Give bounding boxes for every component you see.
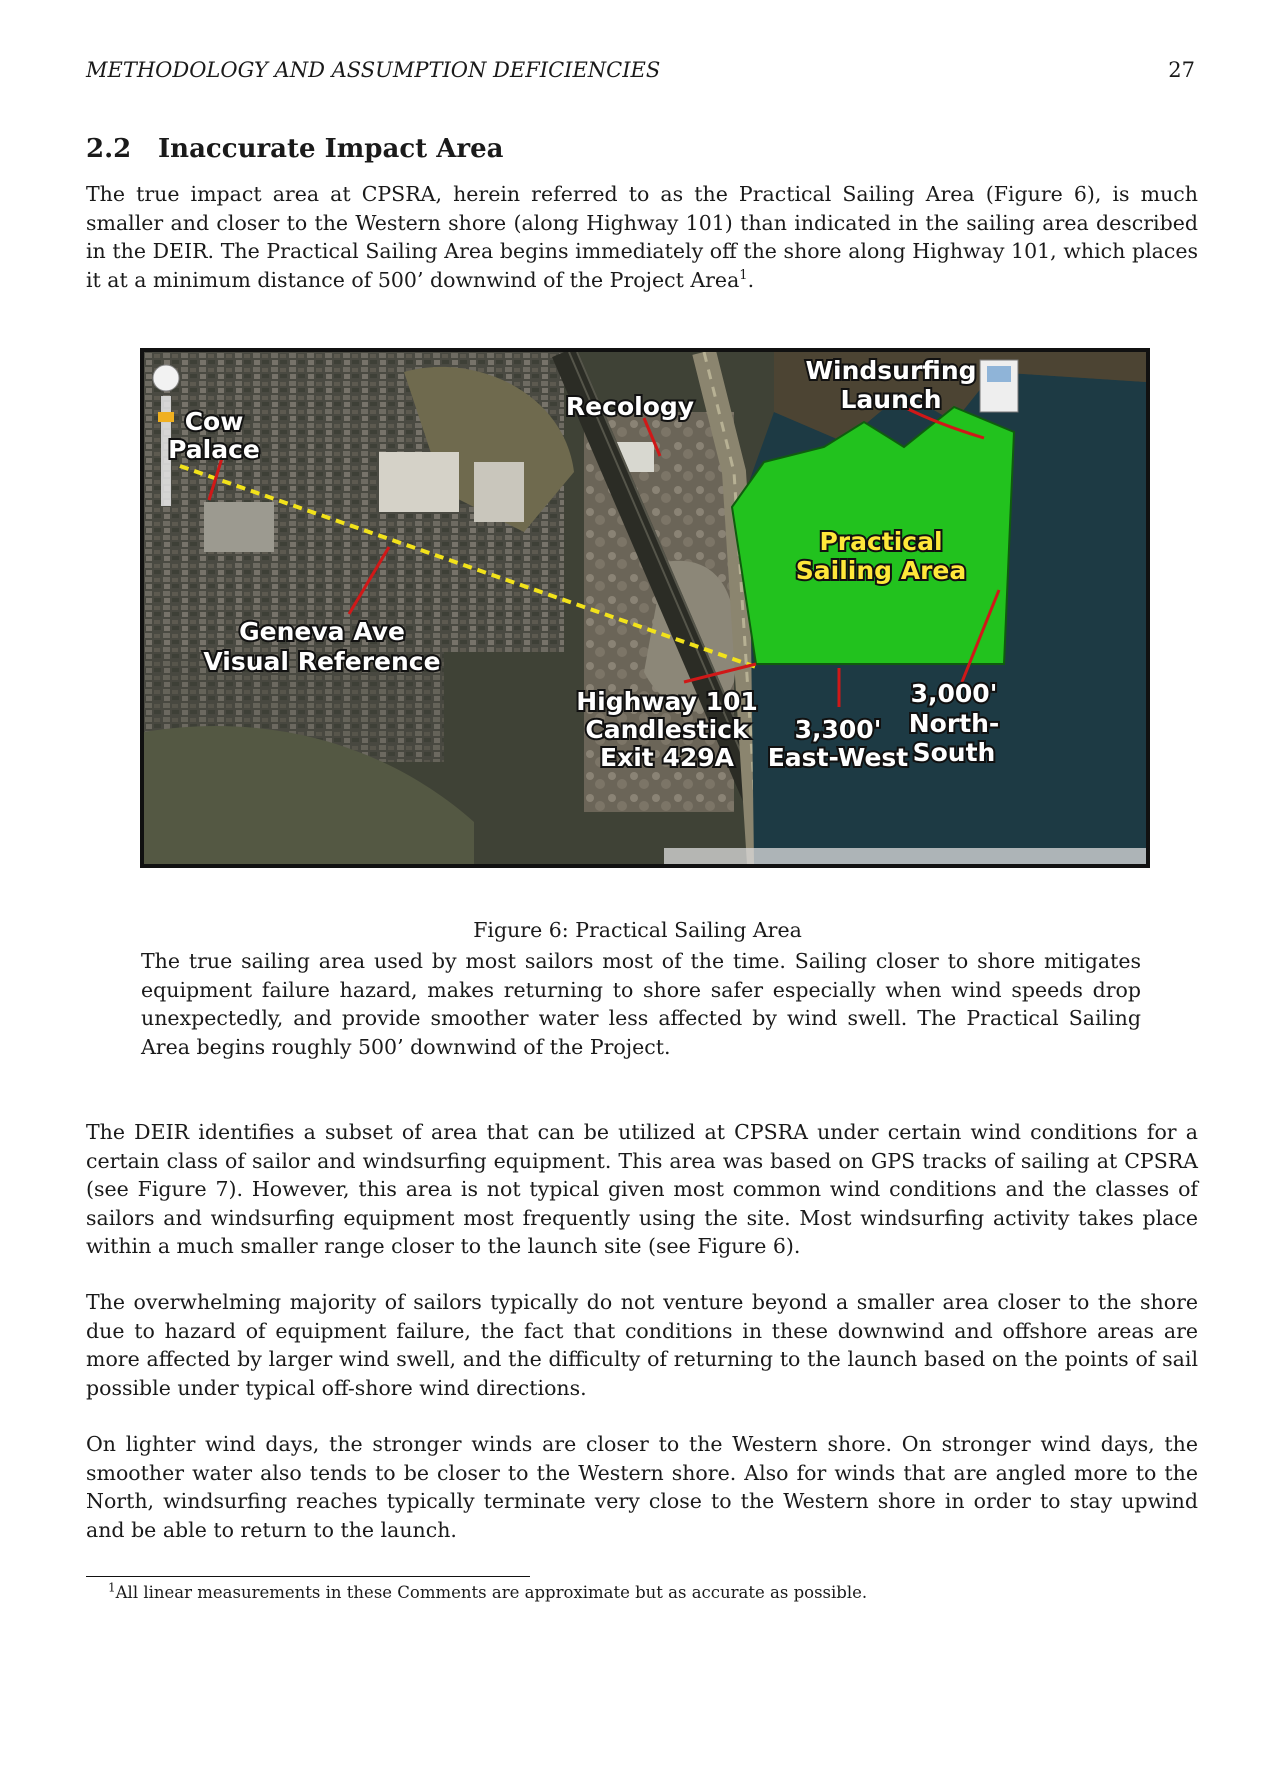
label-geneva-1: Geneva Ave [239,617,405,646]
label-east-west-1: 3,300' [794,715,882,744]
label-cow-palace-1: Cow [184,407,244,436]
label-highway-2: Candlestick [585,715,749,744]
label-practical-2: Sailing Area [795,556,967,585]
map-pan-control[interactable] [153,365,179,391]
paragraph-3: The overwhelming majority of sailors typically do not venture beyond a smaller area closer to the shore due to hazard of equipment failure, the fact that conditions in these downwind and offshore areas are more affected by larger wind swell, and the difficulty of returning to the launch based on the points of sail possible under typical off-shore wind directions. [86,1290,1198,1400]
section-title: Inaccurate Impact Area [158,134,504,164]
label-north-south-2: North- [908,709,1000,738]
footnote-rule [86,1576,530,1577]
section-number: 2.2 [86,134,132,164]
paragraph-1 [86,180,1198,294]
cow-palace-building [204,502,274,552]
running-title: METHODOLOGY AND ASSUMPTION DEFICIENCIES [86,58,661,82]
figure-caption-body: The true sailing area used by most sailors most of the time. Sailing closer to shore mitigates equipment failure hazard, makes returning to shore safer especially when wind speeds drop unexpectedly, and provide smoother water less affected by wind swell. The Practical Sailing Area begins roughly 500’ downwind of the Project. [141,949,1141,1059]
warehouse-roof [379,452,459,512]
label-north-south-3: South [912,738,996,767]
label-east-west-2: East-West [767,743,909,772]
running-head [86,58,1195,82]
map-thumbnail-icon [987,366,1011,382]
label-north-south-1: 3,000' [910,679,998,708]
figure-caption-title: Figure 6: Practical Sailing Area [473,918,802,942]
label-windsurfing-launch-1: Windsurfing [805,356,977,385]
aerial-map [144,352,1146,864]
paragraph-4: On lighter wind days, the stronger winds are closer to the Western shore. On stronger wind days, the smoother water also tends to be closer to the Western shore. Also for winds that are angled more to the North, windsurfing reaches typically terminate very close to the Western shore in order to stay upwind and be able to return to the launch. [86,1432,1198,1542]
figure-map [140,348,1150,868]
footnote [108,1580,868,1602]
label-practical-1: Practical [819,527,943,556]
footnote-marker: 1 [108,1580,116,1595]
map-attribution-bar [664,848,1146,864]
section-heading [86,134,503,164]
label-windsurfing-launch-2: Launch [840,385,942,414]
paragraph-2: The DEIR identifies a subset of area that can be utilized at CPSRA under certain wind conditions for a certain class of sailor and windsurfing equipment. This area was based on GPS tracks of sailing at CPSRA (see Figure 7). However, this area is not typical given most common wind conditions and the classes of sailors and windsurfing equipment most frequently using the site. Most windsurfing activity takes place within a much smaller range closer to the launch site (see Figure 6). [86,1120,1198,1258]
map-pegman-icon[interactable] [158,412,174,422]
label-geneva-2: Visual Reference [203,647,441,676]
label-highway-1: Highway 101 [576,687,758,716]
paragraph-1-end: . [747,267,755,292]
paragraph-1-text: The true impact area at CPSRA, herein referred to as the Practical Sailing Area (Figure 6), is much smaller and closer to the Western shore (along Highway 101) than indicated in the sailing area described in the DEIR. The Practical Sailing Area begins immediately off the shore along Highway 101, which places it at a minimum distance of 500’ downwind of the Project Area [86,182,1198,292]
label-highway-3: Exit 429A [600,743,734,772]
footnote-text: All linear measurements in these Comments are approximate but as accurate as possible. [115,1583,868,1602]
label-cow-palace-2: Palace [168,435,260,464]
footnote-ref[interactable]: 1 [739,267,748,283]
page-number: 27 [1168,58,1195,82]
label-recology: Recology [565,392,695,421]
warehouse-roof-2 [474,462,524,522]
